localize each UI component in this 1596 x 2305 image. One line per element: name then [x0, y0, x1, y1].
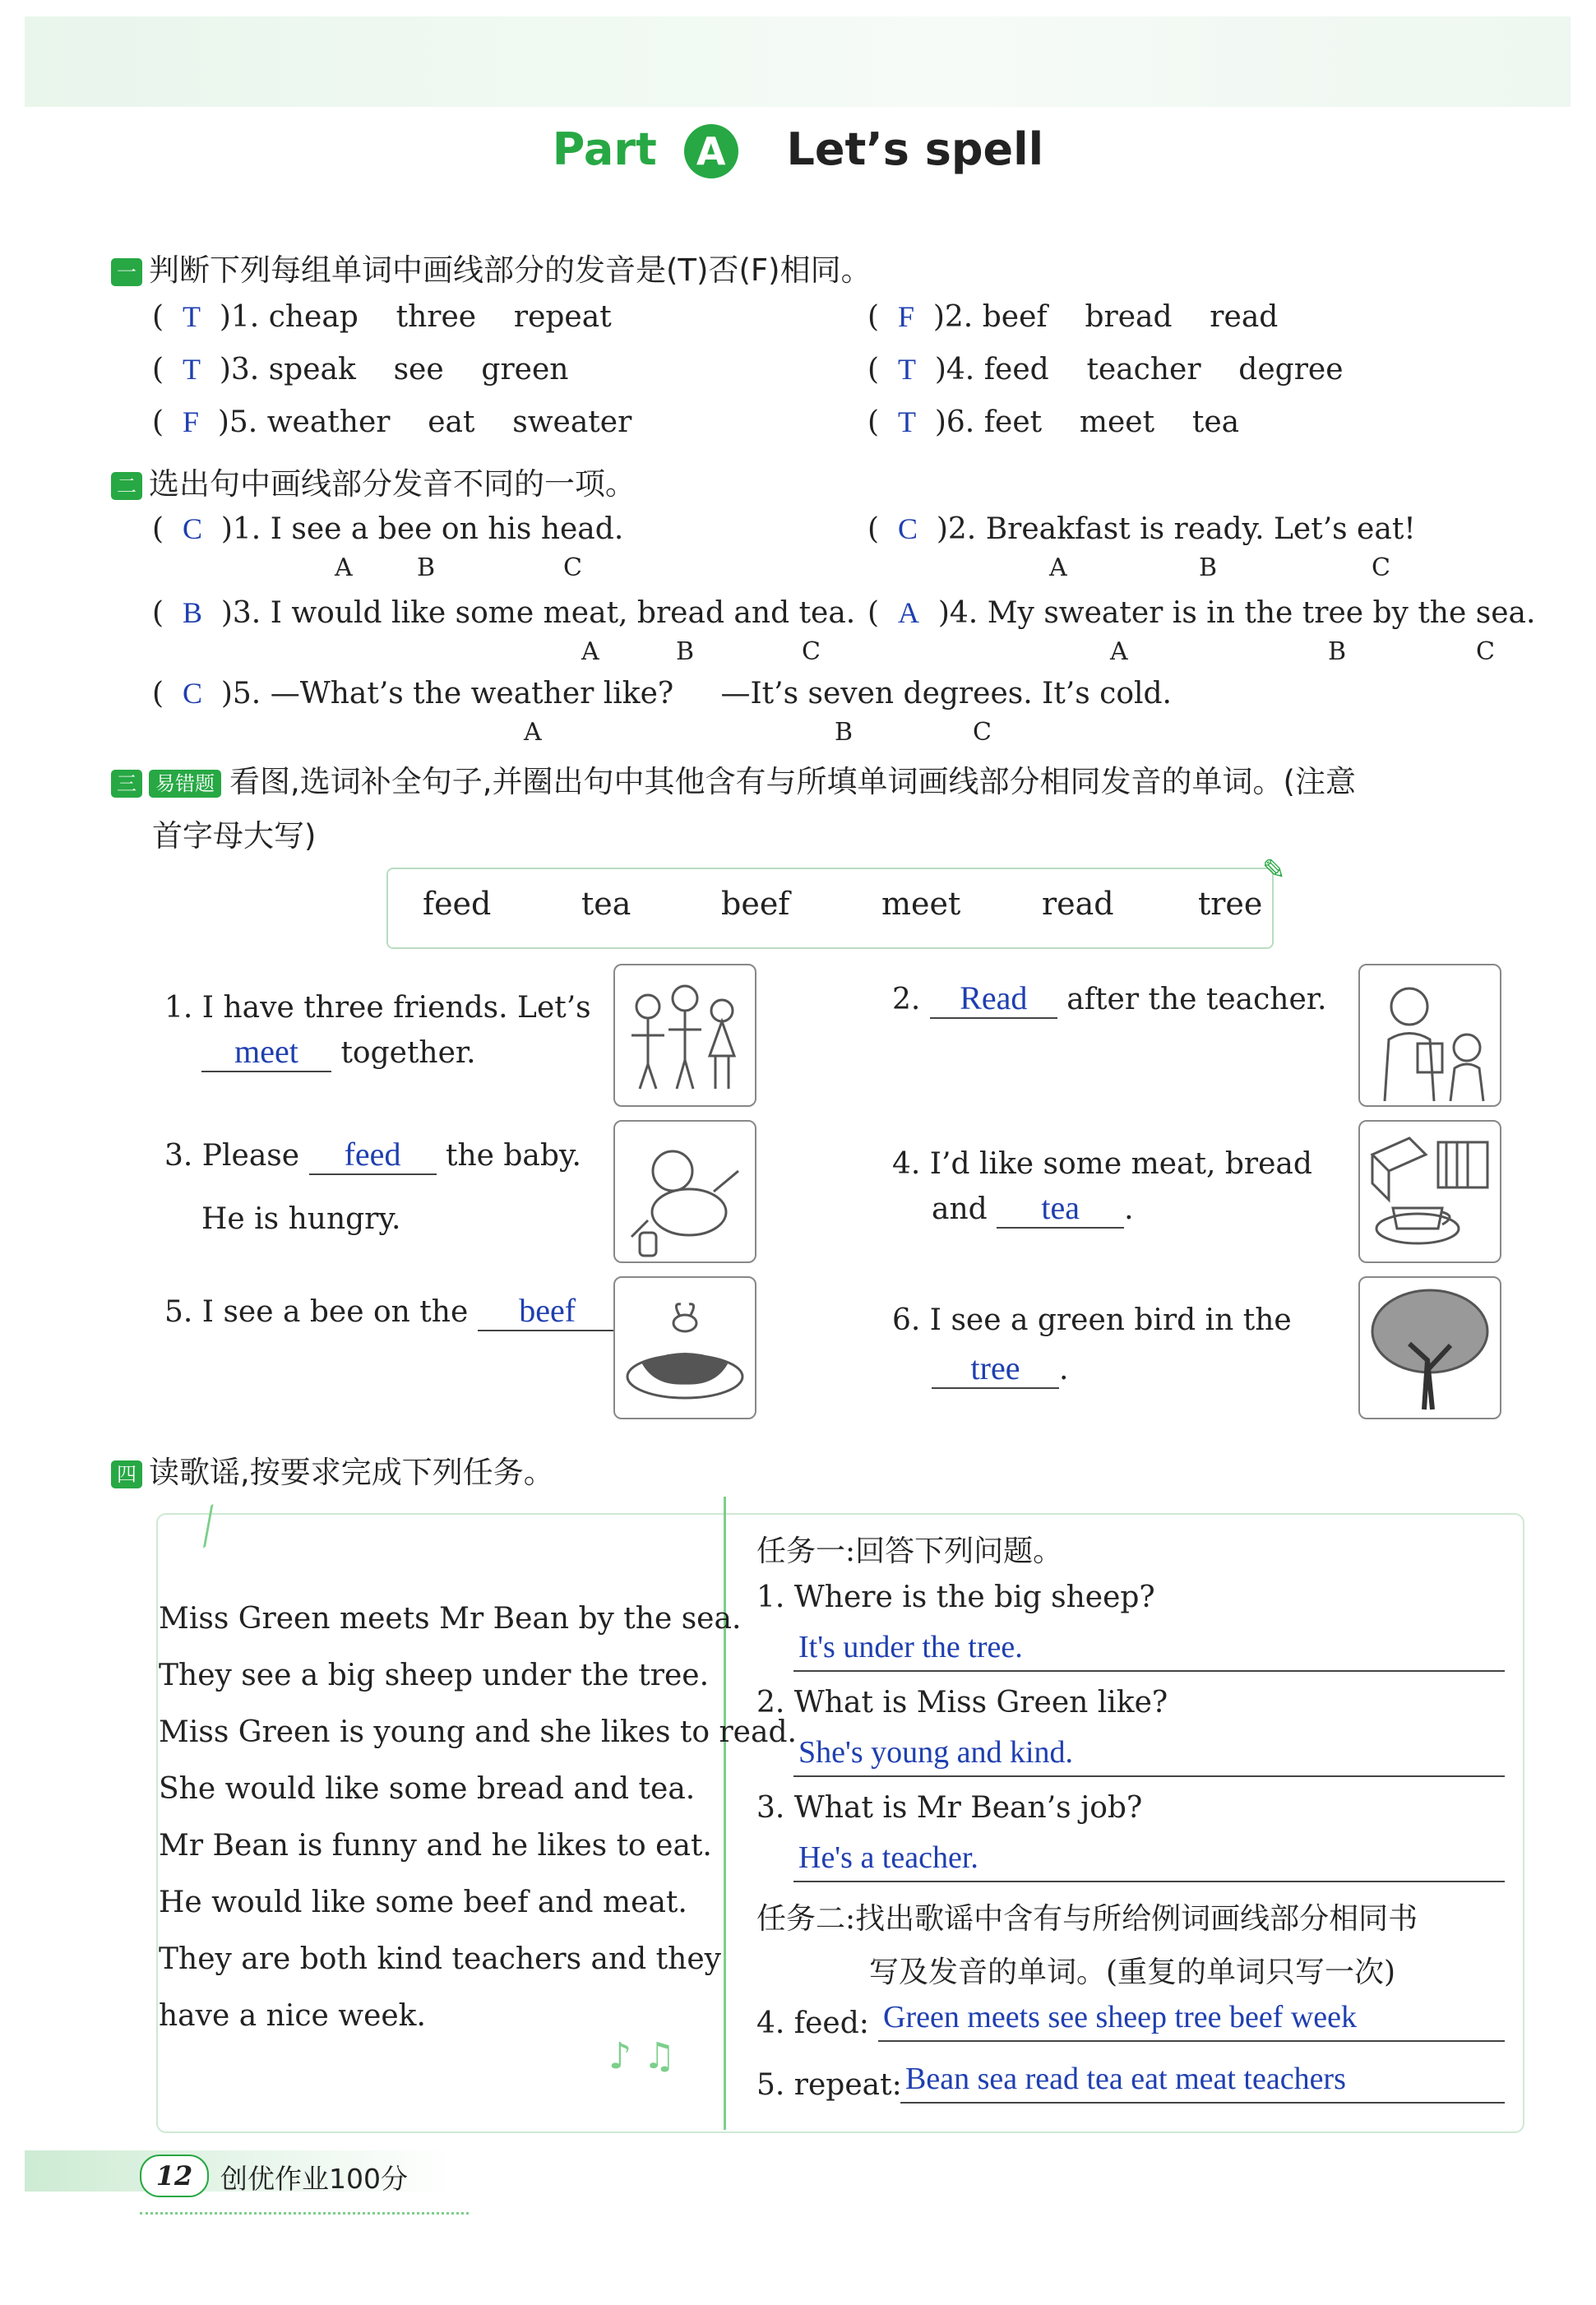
poem-line: He would like some beef and meat.: [159, 1886, 687, 1919]
poem-line: They are both kind teachers and they: [159, 1942, 721, 1976]
s3-q2-line: 2. Read after the teacher.: [892, 979, 1326, 1019]
s2-2-label-c: C: [1372, 553, 1390, 582]
s3-q1-fill[interactable]: meet: [234, 1033, 298, 1070]
s2-answer-3: B: [182, 596, 202, 629]
s2-4-label-b: B: [1328, 637, 1347, 666]
part-letter-badge: A: [684, 124, 738, 178]
s2-5-label-a: A: [524, 718, 542, 747]
teacher-picture: [1358, 964, 1501, 1107]
s2-answer-1: C: [182, 512, 202, 545]
task2-heading-1: 任务二:找出歌谣中含有与所给例词画线部分相同书: [756, 1902, 1418, 1936]
s3-q6-fill[interactable]: tree: [970, 1349, 1020, 1386]
s1-item-1: ( T )1. cheap three repeat: [152, 300, 612, 334]
s3-q3-line1: 3. Please feed the baby.: [164, 1135, 581, 1175]
baby-picture: [613, 1120, 756, 1263]
tree-picture: [1358, 1276, 1501, 1419]
s1-item-3: ( T )3. speak see green: [152, 353, 569, 386]
word-bank-item: tree: [1198, 886, 1263, 922]
s2-3-label-c: C: [802, 637, 821, 666]
s3-q3-fill[interactable]: feed: [344, 1136, 401, 1173]
section3-instruction-2: 首字母大写): [152, 818, 317, 854]
task2-a4: Green meets see sheep tree beef week: [883, 2000, 1358, 2034]
section1-heading: [111, 245, 872, 289]
task1-heading: 任务一:回答下列问题。: [756, 1534, 1063, 1568]
section3-instruction-1: 看图,选词补全句子,并圈出句中其他含有与所填单词画线部分相同发音的单词。(注意: [229, 764, 1356, 799]
book-title: 创优作业100分: [220, 2163, 408, 2195]
task2-a5: Bean sea read tea eat meat teachers: [905, 2062, 1346, 2096]
section3-badge: 三: [111, 770, 142, 798]
task2-q5-label: 5. repeat:: [756, 2068, 902, 2102]
word-bank-item: beef: [721, 886, 790, 922]
section2-badge: 二: [111, 472, 142, 500]
section2-heading: [111, 459, 636, 503]
page-number: 12: [140, 2155, 209, 2197]
s2-answer-2: C: [897, 512, 918, 545]
s2-1-label-a: A: [335, 553, 353, 582]
footer-divider: [140, 2212, 469, 2215]
beef-plate-picture: [613, 1276, 756, 1419]
s3-q6-line1: 6. I see a green bird in the: [892, 1303, 1292, 1337]
task2-q4-label: 4. feed:: [756, 2006, 869, 2040]
section4-instruction: 读歌谣,按要求完成下列任务。: [149, 1455, 554, 1490]
word-bank: [386, 868, 1274, 949]
s3-q5-line: 5. I see a bee on the beef: [164, 1291, 627, 1331]
s3-q4-fill[interactable]: tea: [1041, 1189, 1080, 1226]
task1-q2: 2. What is Miss Green like?: [756, 1686, 1168, 1719]
s3-q5-fill[interactable]: beef: [519, 1292, 576, 1329]
s1-item-6: ( T )6. feet meet tea: [867, 405, 1240, 439]
answer-line-3[interactable]: [793, 1835, 1505, 1882]
word-bank-item: feed: [423, 886, 492, 922]
clip-icon: ✎: [1262, 854, 1286, 886]
s2-2-label-b: B: [1199, 553, 1218, 582]
s2-answer-5: C: [182, 677, 202, 710]
s1-item-5: ( F )5. weather eat sweater: [152, 405, 632, 439]
task1-q1: 1. Where is the big sheep?: [756, 1581, 1155, 1614]
s2-4-label-a: A: [1110, 637, 1128, 666]
word-bank-item: tea: [581, 886, 631, 922]
s3-q6-line2: tree .: [932, 1349, 1068, 1389]
s2-3-label-b: B: [676, 637, 695, 666]
section1-badge: 一: [111, 258, 142, 286]
section3-heading: [111, 757, 1356, 801]
poem-line: She would like some bread and tea.: [159, 1772, 696, 1806]
s3-q1-line2: meet together.: [201, 1032, 476, 1072]
s3-q2-fill[interactable]: Read: [960, 979, 1028, 1016]
s3-q3-line2: He is hungry.: [201, 1202, 401, 1236]
answer-line-1[interactable]: [793, 1624, 1505, 1672]
task1-a1: It's under the tree.: [798, 1630, 1023, 1664]
answer-line-5[interactable]: [900, 2056, 1505, 2104]
title-text: Let’s spell: [786, 123, 1044, 175]
food-picture: [1358, 1120, 1501, 1263]
s1-item-2: ( F )2. beef bread read: [867, 300, 1279, 334]
task2-heading-2: 写及发音的单词。(重复的单词只写一次): [869, 1956, 1396, 1989]
header-band: [25, 16, 1571, 107]
s2-1-label-b: B: [417, 553, 436, 582]
s2-4-label-c: C: [1476, 637, 1495, 666]
s2-item-3: ( B )3. I would like some meat, bread and tea.: [152, 596, 856, 630]
poem-line: Miss Green is young and she likes to read.: [159, 1715, 797, 1749]
s1-answer-3: T: [182, 353, 201, 386]
task1-a2: She's young and kind.: [798, 1735, 1074, 1770]
answer-line-2[interactable]: [793, 1729, 1505, 1777]
s1-answer-1: T: [182, 300, 201, 333]
s3-q4-line1: 4. I’d like some meat, bread: [892, 1147, 1312, 1181]
s1-item-4: ( T )4. feed teacher degree: [867, 353, 1344, 386]
music-note-icon: ♪ ♫: [608, 2035, 676, 2077]
s2-1-label-c: C: [563, 553, 582, 582]
section4-badge: 四: [111, 1460, 142, 1488]
panel-divider: [724, 1497, 726, 2130]
s2-2-label-a: A: [1049, 553, 1067, 582]
poem-line: have a nice week.: [159, 1999, 426, 2033]
page-title: [0, 123, 1596, 178]
word-bank-item: read: [1042, 886, 1114, 922]
friends-picture: [613, 964, 756, 1107]
poem-line: They see a big sheep under the tree.: [159, 1659, 710, 1692]
s1-answer-5: F: [182, 405, 199, 438]
answer-line-4[interactable]: [878, 1994, 1505, 2042]
s2-item-4: ( A )4. My sweater is in the tree by the sea.: [867, 596, 1536, 630]
s2-item-5: ( C )5. —What’s the weather like? —It’s seven degrees. It’s cold.: [152, 677, 1172, 710]
s3-q1-line1: 1. I have three friends. Let’s: [164, 991, 591, 1025]
s2-item-1: ( C )1. I see a bee on his head.: [152, 512, 624, 546]
error-prone-tag: 易错题: [149, 770, 221, 798]
section2-instruction: 选出句中画线部分发音不同的一项。: [149, 466, 636, 502]
s2-5-label-b: B: [835, 718, 854, 747]
s2-3-label-a: A: [581, 637, 599, 666]
s1-answer-4: T: [897, 353, 916, 386]
section4-heading: [111, 1447, 554, 1492]
task1-a3: He's a teacher.: [798, 1840, 978, 1875]
s1-answer-6: T: [897, 405, 916, 438]
poem-line: Miss Green meets Mr Bean by the sea.: [159, 1602, 742, 1636]
s3-q4-line2: and tea .: [932, 1188, 1134, 1229]
task1-q3: 3. What is Mr Bean’s job?: [756, 1791, 1143, 1825]
paperclip-icon: ⟋: [182, 1496, 235, 1557]
s2-item-2: ( C )2. Breakfast is ready. Let’s eat!: [867, 512, 1416, 546]
s2-answer-4: A: [897, 596, 919, 629]
s1-answer-2: F: [897, 300, 914, 333]
s2-5-label-c: C: [973, 718, 992, 747]
part-label: Part: [552, 123, 657, 175]
poem-line: Mr Bean is funny and he likes to eat.: [159, 1829, 712, 1863]
section1-instruction: 判断下列每组单词中画线部分的发音是(T)否(F)相同。: [149, 252, 872, 288]
word-bank-item: meet: [881, 886, 961, 922]
